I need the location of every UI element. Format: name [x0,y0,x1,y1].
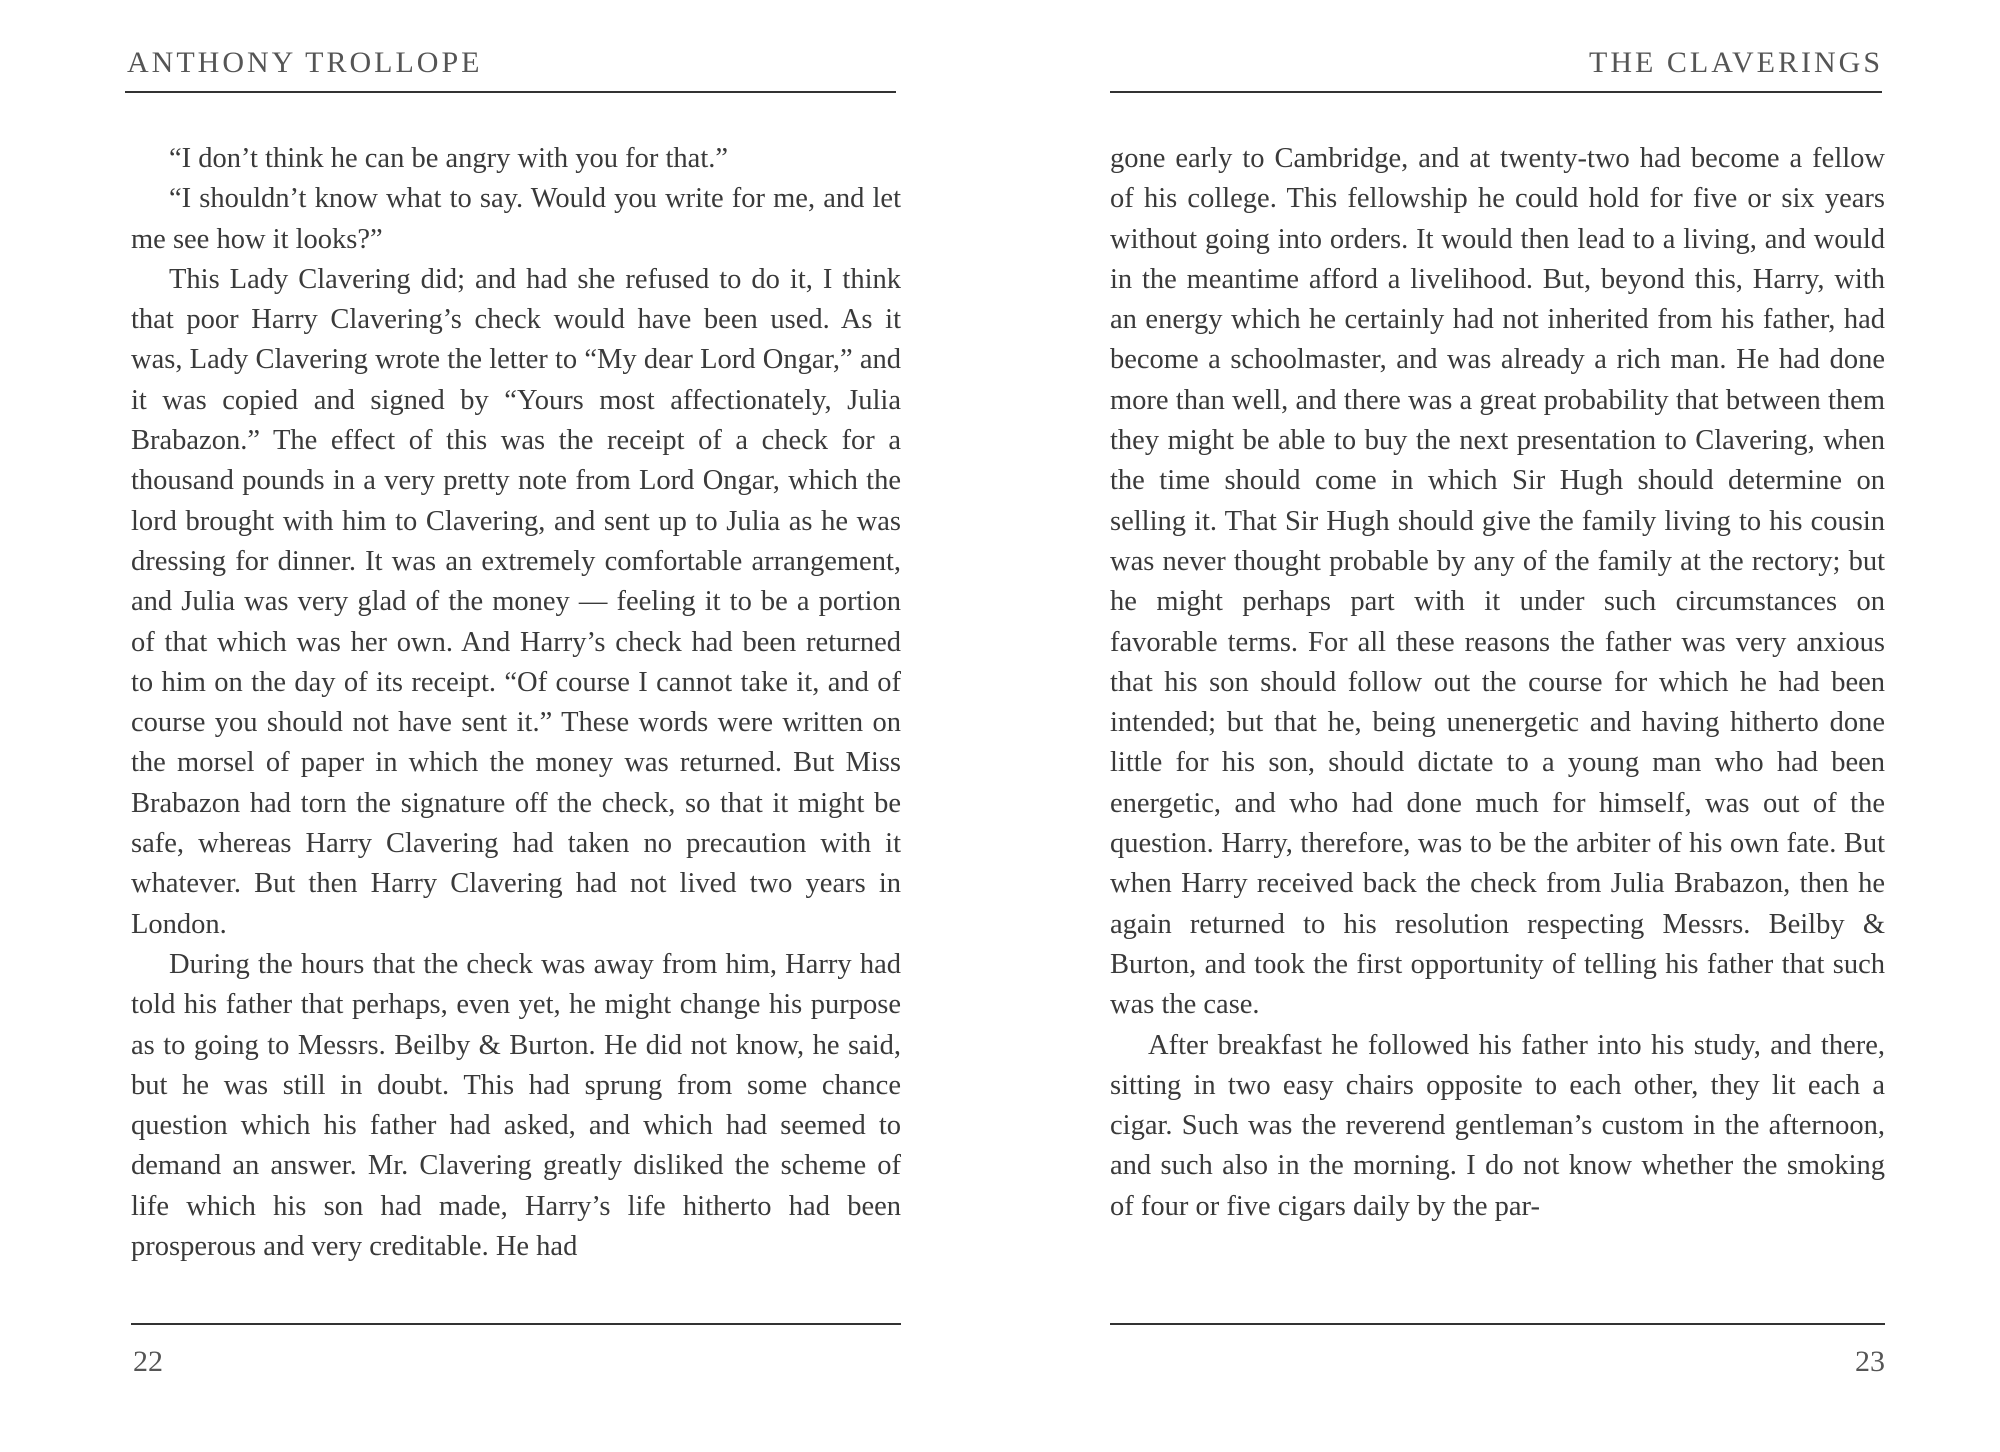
page-number: 22 [133,1345,163,1378]
running-head-title: THE CLAVERINGS [1589,46,1883,79]
footer-rule [131,1323,901,1325]
header-rule [125,91,896,93]
left-page [125,0,900,1452]
right-page [1110,0,1885,1452]
footer-rule [1110,1323,1885,1325]
page-number: 23 [1855,1345,1885,1378]
paragraph: During the hours that the check was away from him, Harry had told his father that perhaps, even yet, he might change his purpose as to going to Messrs. Beilby & Burton. He did not know, he said, but he was still in doubt. This had sprung from some chance question which his father had asked, and which had seemed to demand an answer. Mr. Clavering greatly disliked the scheme of life which his son had made, Harry’s life hitherto had been prosperous and very creditable. He had [131,948,901,1263]
paragraph: This Lady Clavering did; and had she refused to do it, I think that poor Harry Clavering’s check would have been used. As it was, Lady Clavering wrote the letter to “My dear Lord Ongar,” and it was copied and signed by “Yours most affectionately, Julia Brabazon.” The effect of this was the receipt of a check for a thousand pounds in a very pretty note from Lord Ongar, which the lord brought with him to Clavering, and sent up to Julia as he was dressing for dinner. It was an extremely comfortable arrangement, and Julia was very glad of the money — feeling it to be a portion of that which was her own. And Harry’s check had been returned to him on the day of its receipt. “Of course I cannot take it, and of course you should not have sent it.” These words were written on the morsel of paper in which the money was returned. But Miss Brabazon had torn the signature off the check, so that it might be safe, whereas Harry Clavering had taken no precaution with it whatever. But then Harry Clavering had not lived two years in London. [131,263,901,940]
body-text [1110,139,1885,1227]
paragraph: After breakfast he followed his father into his study, and there, sitting in two easy chairs opposite to each other, they lit each a cigar. Such was the reverend gentleman’s custom in the afternoon, and such also in the morning. I do not know whether the smoking of four or five cigars daily by the par- [1110,1029,1885,1222]
body-text [131,139,901,1267]
paragraph: “I shouldn’t know what to say. Would you write for me, and let me see how it looks?” [131,183,901,255]
running-head-author: ANTHONY TROLLOPE [127,46,483,79]
header-rule [1110,91,1882,93]
paragraph: “I don’t think he can be angry with you for that.” [169,143,729,174]
paragraph: gone early to Cambridge, and at twenty-two had become a fellow of his college. This fellowship he could hold for five or six years without going into orders. It would then lead to a living, and would in the meantime afford a livelihood. But, beyond this, Harry, with an energy which he certainly had not inherited from his father, had become a schoolmaster, and was already a rich man. He had done more than well, and there was a great probability that between them they might be able to buy the next presentation to Clavering, when the time should come in which Sir Hugh should determine on selling it. That Sir Hugh should give the family living to his cousin was never thought probable by any of the family at the rectory; but he might perhaps part with it under such circumstances on favorable terms. For all these reasons the father was very anxious that his son should follow out the course for which he had been intended; but that he, being unenergetic and having hitherto done little for his son, should dictate to a young man who had been energetic, and who had done much for himself, was out of the question. Harry, therefore, was to be the arbiter of his own fate. But when Harry received back the check from Julia Brabazon, then he again returned to his resolution respecting Messrs. Beilby & Burton, and took the first opportunity of telling his father that such was the case. [1110,143,1885,1021]
